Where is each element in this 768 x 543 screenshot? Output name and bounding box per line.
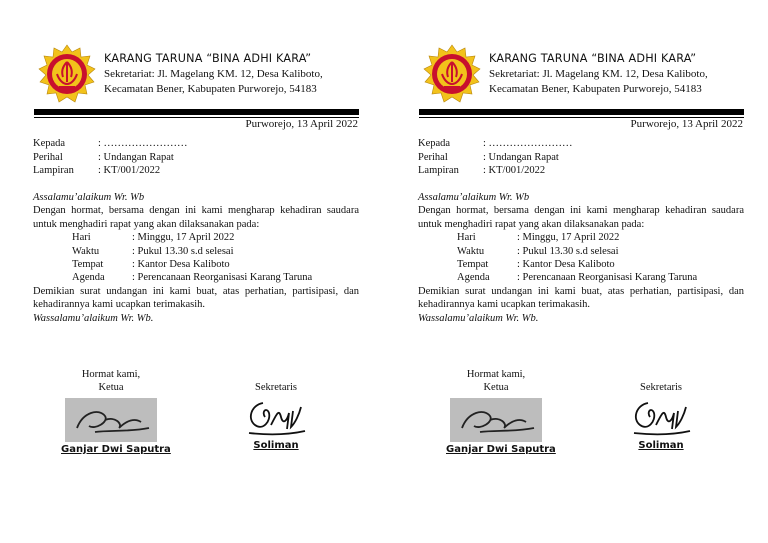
meta-value: : …………………… — [98, 138, 188, 149]
letter-date: Purworejo, 13 April 2022 — [245, 118, 358, 130]
agenda-row-hari — [72, 231, 359, 244]
address-line-2: Kecamatan Bener, Kabupaten Purworejo, 54183 — [104, 82, 317, 95]
meta-value: : KT/001/2022 — [483, 165, 546, 176]
signature-block-sekretaris — [221, 381, 331, 453]
salutation: Assalamu’alaikum Wr. Wb — [33, 192, 145, 203]
meta-label: Perihal — [33, 151, 63, 163]
agenda-label: Hari — [457, 232, 476, 244]
agenda-label: Agenda — [72, 272, 105, 284]
meta-value: : Undangan Rapat — [483, 151, 559, 163]
opening-paragraph: Dengan hormat, bersama dengan ini kami mengharap kehadiran saudara untuk menghadiri rapat yang akan dilaksanakan pada: — [418, 205, 744, 230]
agenda-value: : Minggu, 17 April 2022 — [132, 232, 235, 244]
agenda-label: Hari — [72, 232, 91, 244]
meta-value: : KT/001/2022 — [98, 165, 161, 176]
organization-name: KARANG TARUNA “BINA ADHI KARA” — [489, 52, 697, 65]
signature-block-ketua — [446, 368, 556, 456]
meta-label: Kepada — [418, 138, 451, 149]
meta-row-kepada — [418, 137, 573, 151]
letterhead-address — [489, 67, 708, 96]
agenda-row-waktu — [72, 245, 359, 258]
meta-row-perihal — [418, 151, 573, 165]
sig-regards: Hormat kami, — [81, 369, 141, 380]
letter-date: Purworejo, 13 April 2022 — [630, 118, 743, 130]
meta-row-lampiran — [33, 164, 188, 178]
address-line-1: Sekretariat: Jl. Magelang KM. 12, Desa Kaliboto, — [489, 68, 708, 80]
closing-paragraph: Demikian surat undangan ini kami buat, atas perhatian, partisipasi, dan kehadirannya kami ucapkan terimakasih. — [33, 285, 359, 311]
meta-value: : …………………… — [483, 138, 573, 149]
karang-taruna-logo-icon — [37, 44, 97, 104]
karang-taruna-logo-icon — [422, 44, 482, 104]
agenda-value: : Pukul 13.30 s.d selesai — [517, 245, 619, 257]
signature-sekretaris-icon — [243, 395, 309, 439]
agenda-row-hari — [457, 231, 744, 244]
agenda-list — [33, 231, 359, 285]
agenda-value: : Perencanaan Reorganisasi Karang Taruna — [132, 272, 313, 284]
sig-regards: Hormat kami, — [466, 369, 526, 380]
closing-greeting: Wassalamu’alaikum Wr. Wb. — [33, 312, 154, 324]
agenda-row-agenda — [72, 271, 359, 284]
signature-block-sekretaris — [606, 381, 716, 453]
sig-name-sekretaris: Soliman — [638, 440, 684, 452]
meta-row-kepada — [33, 137, 188, 151]
sig-name-ketua: Ganjar Dwi Saputra — [61, 443, 171, 455]
agenda-value: : Kantor Desa Kaliboto — [132, 259, 230, 271]
agenda-value: : Pukul 13.30 s.d selesai — [132, 245, 234, 257]
agenda-label: Tempat — [457, 259, 489, 271]
address-line-1: Sekretariat: Jl. Magelang KM. 12, Desa Kaliboto, — [104, 68, 323, 80]
agenda-label: Waktu — [72, 245, 100, 257]
signature-ketua-icon — [450, 398, 542, 442]
meta-row-lampiran — [418, 164, 573, 178]
closing-paragraph: Demikian surat undangan ini kami buat, atas perhatian, partisipasi, dan kehadirannya kami ucapkan terimakasih. — [418, 285, 744, 311]
signature-sekretaris-icon — [628, 395, 694, 439]
sig-title: Ketua — [483, 382, 509, 394]
agenda-value: : Perencanaan Reorganisasi Karang Taruna — [517, 272, 698, 284]
address-line-2: Kecamatan Bener, Kabupaten Purworejo, 54183 — [489, 82, 702, 95]
agenda-label: Agenda — [457, 272, 490, 284]
meta-row-perihal — [33, 151, 188, 165]
sig-title: Sekretaris — [640, 382, 682, 393]
sig-name-ketua: Ganjar Dwi Saputra — [446, 443, 556, 455]
letter-right — [416, 0, 746, 543]
meta-value: : Undangan Rapat — [98, 151, 174, 163]
letter-meta — [418, 137, 573, 178]
letter-meta — [33, 137, 188, 178]
letter-body — [33, 191, 359, 325]
meta-label: Lampiran — [33, 165, 74, 176]
letter-left — [31, 0, 361, 543]
sig-name-sekretaris: Soliman — [253, 440, 299, 452]
signature-block-ketua — [61, 368, 171, 456]
sig-title: Ketua — [98, 382, 124, 394]
closing-greeting: Wassalamu’alaikum Wr. Wb. — [418, 312, 539, 324]
agenda-row-waktu — [457, 245, 744, 258]
letterhead-address — [104, 67, 323, 96]
meta-label: Perihal — [418, 151, 448, 163]
salutation: Assalamu’alaikum Wr. Wb — [418, 192, 530, 203]
agenda-label: Tempat — [72, 259, 104, 271]
agenda-label: Waktu — [457, 245, 485, 257]
meta-label: Kepada — [33, 138, 66, 149]
letter-body — [418, 191, 744, 325]
agenda-row-tempat — [72, 258, 359, 271]
opening-paragraph: Dengan hormat, bersama dengan ini kami mengharap kehadiran saudara untuk menghadiri rapat yang akan dilaksanakan pada: — [33, 205, 359, 230]
agenda-value: : Minggu, 17 April 2022 — [517, 232, 620, 244]
letterhead-rule-thick — [34, 109, 359, 115]
agenda-row-agenda — [457, 271, 744, 284]
agenda-value: : Kantor Desa Kaliboto — [517, 259, 615, 271]
sig-title: Sekretaris — [255, 382, 297, 393]
letterhead-rule-thick — [419, 109, 744, 115]
meta-label: Lampiran — [418, 165, 459, 176]
agenda-list — [418, 231, 744, 285]
agenda-row-tempat — [457, 258, 744, 271]
signature-ketua-icon — [65, 398, 157, 442]
organization-name: KARANG TARUNA “BINA ADHI KARA” — [104, 52, 312, 65]
